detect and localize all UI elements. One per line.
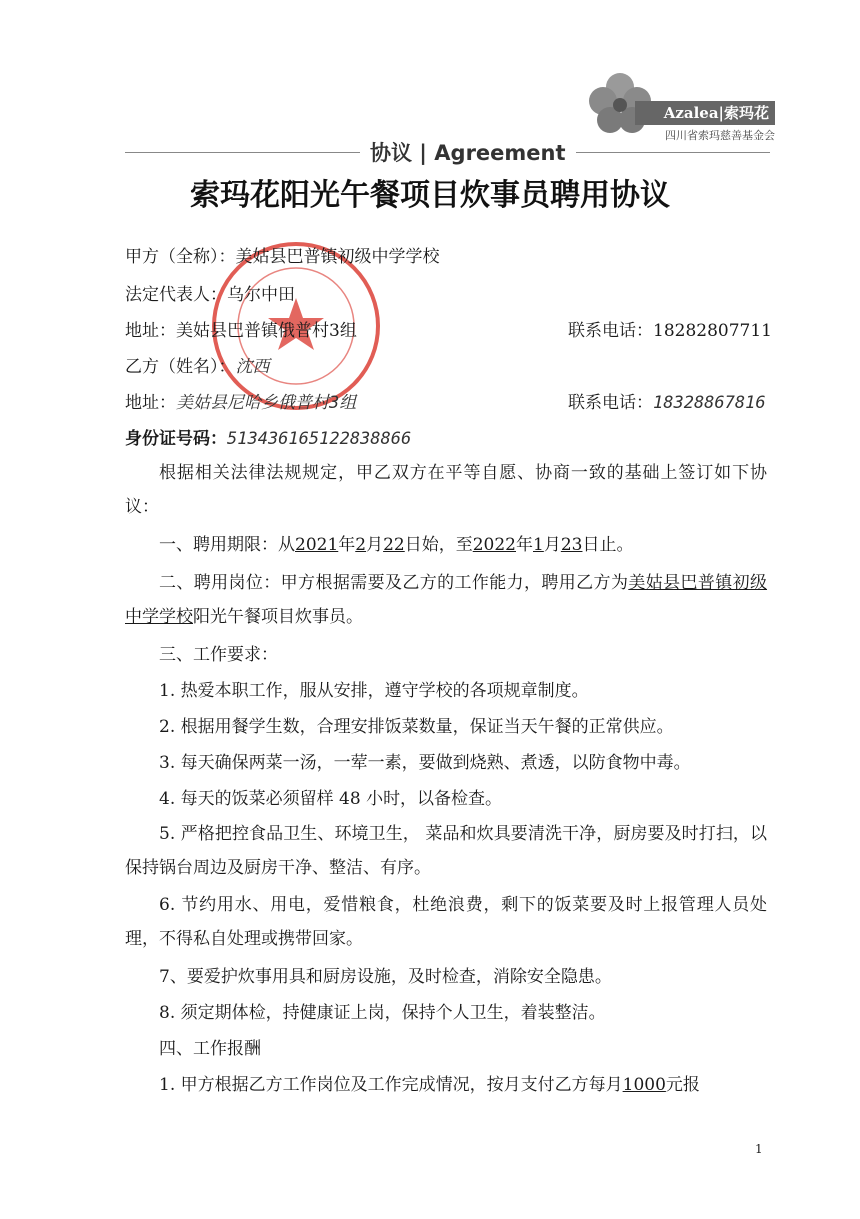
term-text: 年 [516, 535, 533, 555]
party-b-phone-label: 联系电话： [568, 393, 653, 413]
term-text: 月 [543, 535, 561, 555]
party-b-address-value: 美姑县尼哈乡俄普村3组 [176, 393, 357, 413]
party-b-phone-row [568, 388, 766, 413]
party-b-id-row [125, 424, 411, 449]
term-end-month: 1 [533, 535, 544, 555]
party-a-phone-label: 联系电话： [568, 321, 653, 341]
document-title: 索玛花阳光午餐项目炊事员聘用协议 [190, 178, 670, 213]
requirement-item: 2. 根据用餐学生数，合理安排饭菜数量，保证当天午餐的正常供应。 [159, 717, 674, 737]
section-4-heading: 四、工作报酬 [159, 1039, 261, 1059]
agreement-tag: 协议 | Agreement [360, 137, 576, 167]
party-b-name-row [125, 352, 270, 377]
post-lead: 二、聘用岗位：甲方根据需要及乙方的工作能力，聘用乙方为 [159, 573, 629, 593]
term-end-year: 2022 [472, 535, 516, 555]
pay-lead: 1. 甲方根据乙方工作岗位及工作完成情况，按月支付乙方每月 [159, 1075, 623, 1095]
party-a-phone-value: 18282807711 [653, 321, 772, 341]
term-label: 一、聘用期限：从 [159, 535, 295, 555]
pay-amount: 1000 [622, 1075, 666, 1095]
post-clause [125, 566, 767, 634]
post-school: 美姑县巴普镇初级中学学校 [125, 573, 768, 627]
requirement-item: 1. 热爱本职工作，服从安排，遵守学校的各项规章制度。 [159, 681, 589, 701]
party-a-name-value: 美姑县巴普镇初级中学学校 [235, 247, 440, 267]
term-start-day: 22 [383, 535, 405, 555]
party-a-name-row [125, 242, 440, 267]
term-start-month: 2 [355, 535, 367, 555]
requirement-item: 4. 每天的饭菜必须留样 48 小时，以备检查。 [159, 789, 503, 809]
party-a-address-label: 地址： [125, 321, 176, 341]
term-end-day: 23 [560, 535, 583, 555]
logo-brand: Azalea|索玛花 [635, 101, 775, 125]
requirement-item: 6. 节约用水、用电，爱惜粮食，杜绝浪费，剩下的饭菜要及时上报管理人员处理，不得私自处理或携带回家。 [125, 895, 767, 949]
requirement-item: 7、要爱护炊事用具和厨房设施，及时检查，消除安全隐患。 [159, 967, 612, 987]
pay-clause [125, 1068, 767, 1102]
logo-subtitle: 四川省索玛慈善基金会 [665, 129, 775, 142]
party-a-address-row [125, 316, 357, 341]
term-text: 日始，至 [404, 535, 473, 555]
party-b-id-value: 513436165122838866 [227, 429, 412, 449]
party-a-rep-value: 乌尔中田 [227, 285, 295, 305]
party-b-phone-value: 18328867816 [653, 393, 766, 413]
term-text: 年 [338, 535, 356, 555]
page-number: 1 [755, 1142, 763, 1156]
term-text: 月 [366, 535, 384, 555]
intro-paragraph: 根据相关法律法规规定，甲乙双方在平等自愿、协商一致的基础上签订如下协议： [125, 463, 767, 517]
requirement-item: 5. 严格把控食品卫生、环境卫生， 菜品和炊具要清洗干净，厨房要及时打扫，以保持锅台周边及厨房干净、整洁、有序。 [125, 824, 767, 878]
foundation-logo [585, 65, 785, 155]
party-a-rep-label: 法定代表人： [125, 285, 227, 305]
party-a-name-label: 甲方（全称）： [125, 247, 236, 267]
party-a-address-value: 美姑县巴普镇俄普村3组 [176, 321, 357, 341]
party-b-id-label: 身份证号码： [125, 429, 227, 449]
pay-tail: 元报 [665, 1075, 700, 1095]
term-clause [125, 528, 767, 562]
term-text: 日止。 [582, 535, 634, 555]
party-b-address-row [125, 388, 356, 413]
party-b-address-label: 地址： [125, 393, 176, 413]
section-3-heading: 三、工作要求： [159, 645, 278, 665]
party-a-phone-row [568, 316, 772, 341]
party-b-name-value: 沈西 [235, 357, 270, 377]
party-b-name-label: 乙方（姓名）： [125, 357, 236, 377]
term-start-year: 2021 [295, 535, 339, 555]
party-a-rep-row [125, 280, 295, 305]
post-tail: 阳光午餐项目炊事员。 [193, 607, 363, 627]
requirement-item: 8. 须定期体检，持健康证上岗，保持个人卫生，着装整洁。 [159, 1003, 606, 1023]
requirement-item: 3. 每天确保两菜一汤，一荤一素，要做到烧熟、煮透，以防食物中毒。 [159, 753, 691, 773]
